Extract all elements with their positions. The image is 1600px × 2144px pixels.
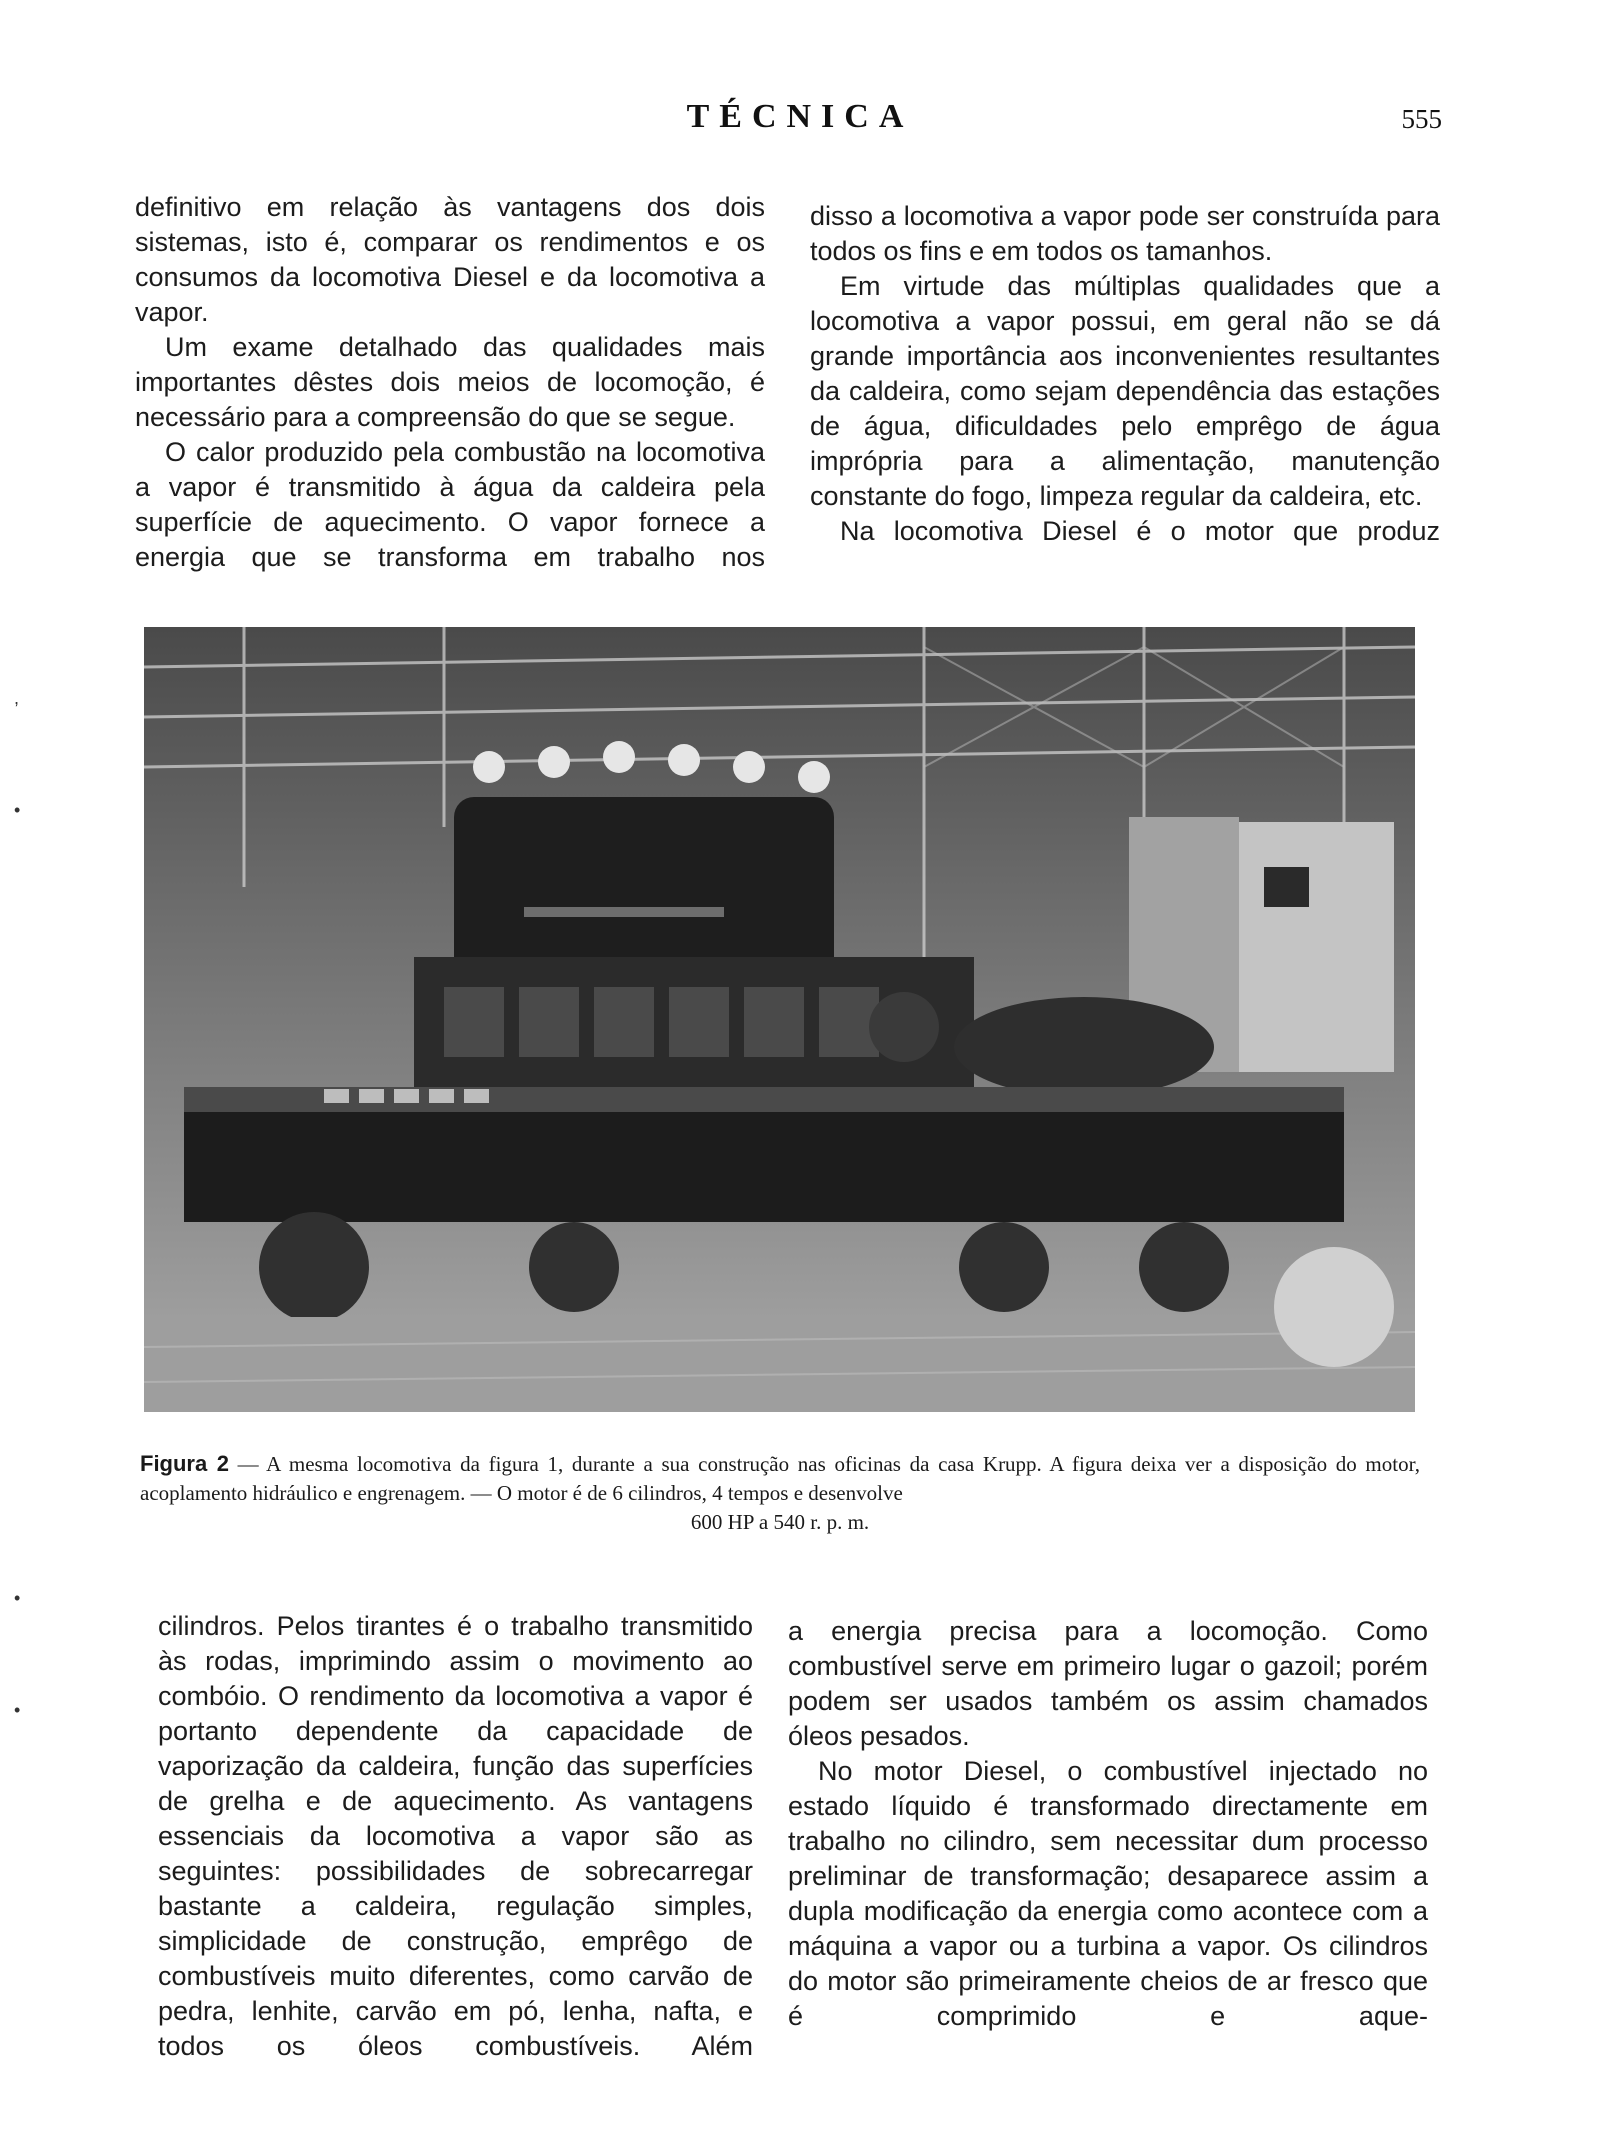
locomotive-photograph [144,627,1415,1412]
margin-mark: • [14,800,21,820]
bottom-right-column [788,1614,1428,2034]
paragraph: Na locomotiva Diesel é o motor que produz [840,516,1440,546]
page-number: 555 [1401,104,1442,134]
margin-mark: • [14,1700,21,1720]
paragraph: definitivo em relação às vantagens dos dois sistemas, isto é, comparar os rendimentos e os consumos da locomotiva Diesel e da locomotiva a vapor. [135,192,765,327]
paragraph: Em virtude das múltiplas qualidades que a locomotiva a vapor possui, em geral não se dá grande importância aos inconvenientes resultantes da caldeira, como sejam dependência das estações de água, dificuldades pelo emprêgo de água imprópria para a alimentação, manutenção constante do fogo, limpeza regular da caldeira, etc. [810,271,1440,511]
caption-text: — A mesma locomotiva da figura 1, durante a sua construção nas oficinas da casa Krupp. A figura deixa ver a disposição do motor, acoplamento hidráulico e engrenagem. — O motor é de 6 cilindros, 4 tempos e desenvolve [140,1452,1420,1505]
paragraph: No motor Diesel, o combustível injectado no estado líquido é transformado directamente em trabalho no cilindro, sem necessitar dum processo preliminar de transformação; desaparece assim a dupla modificação da energia como acontece com a máquina a vapor ou a turbina a vapor. Os cilindros do motor são primeiramente cheios de ar fresco que é comprimido e aque- [788,1756,1428,2031]
top-left-column [135,190,765,575]
paragraph: Um exame detalhado das qualidades mais importantes dêstes dois meios de locomoção, é necessário para a compreensão do que se segue. [135,332,765,432]
paragraph: O calor produzido pela combustão na locomotiva a vapor é transmitido à água da caldeira pela superfície de aquecimento. O vapor fornece a energia que se transforma em trabalho nos [135,437,765,572]
margin-mark: • [14,1588,21,1608]
bottom-left-column [158,1609,753,2064]
paragraph: a energia precisa para a locomoção. Como combustível serve em primeiro lugar o gazoil; porém podem ser usados também os assim chamados óleos pesados. [788,1616,1428,1751]
caption-end: 600 HP a 540 r. p. m. [690,1510,870,1534]
margin-mark: , [14,688,20,708]
top-right-column [810,199,1440,549]
figure-caption [140,1449,1420,1537]
caption-label: Figura 2 [140,1451,229,1476]
photo-illustration [144,627,1415,1412]
running-header-title: TÉCNICA [686,98,914,135]
paragraph: disso a locomotiva a vapor pode ser construída para todos os fins e em todos os tamanhos. [810,201,1440,266]
paragraph: cilindros. Pelos tirantes é o trabalho transmitido às rodas, imprimindo assim o movimento ao combóio. O rendimento da locomotiva a vapor é portanto dependente da capacidade de vaporização da caldeira, função das superfícies de grelha e de aquecimento. As vantagens essenciais da locomotiva a vapor são as seguintes: possibilidades de sobrecarregar bastante a caldeira, regulação simples, simplicidade de construção, emprêgo de combustíveis muito diferentes, como carvão de pedra, lenhite, carvão em pó, lenha, nafta, e todos os óleos combustíveis. Além [158,1611,753,2061]
